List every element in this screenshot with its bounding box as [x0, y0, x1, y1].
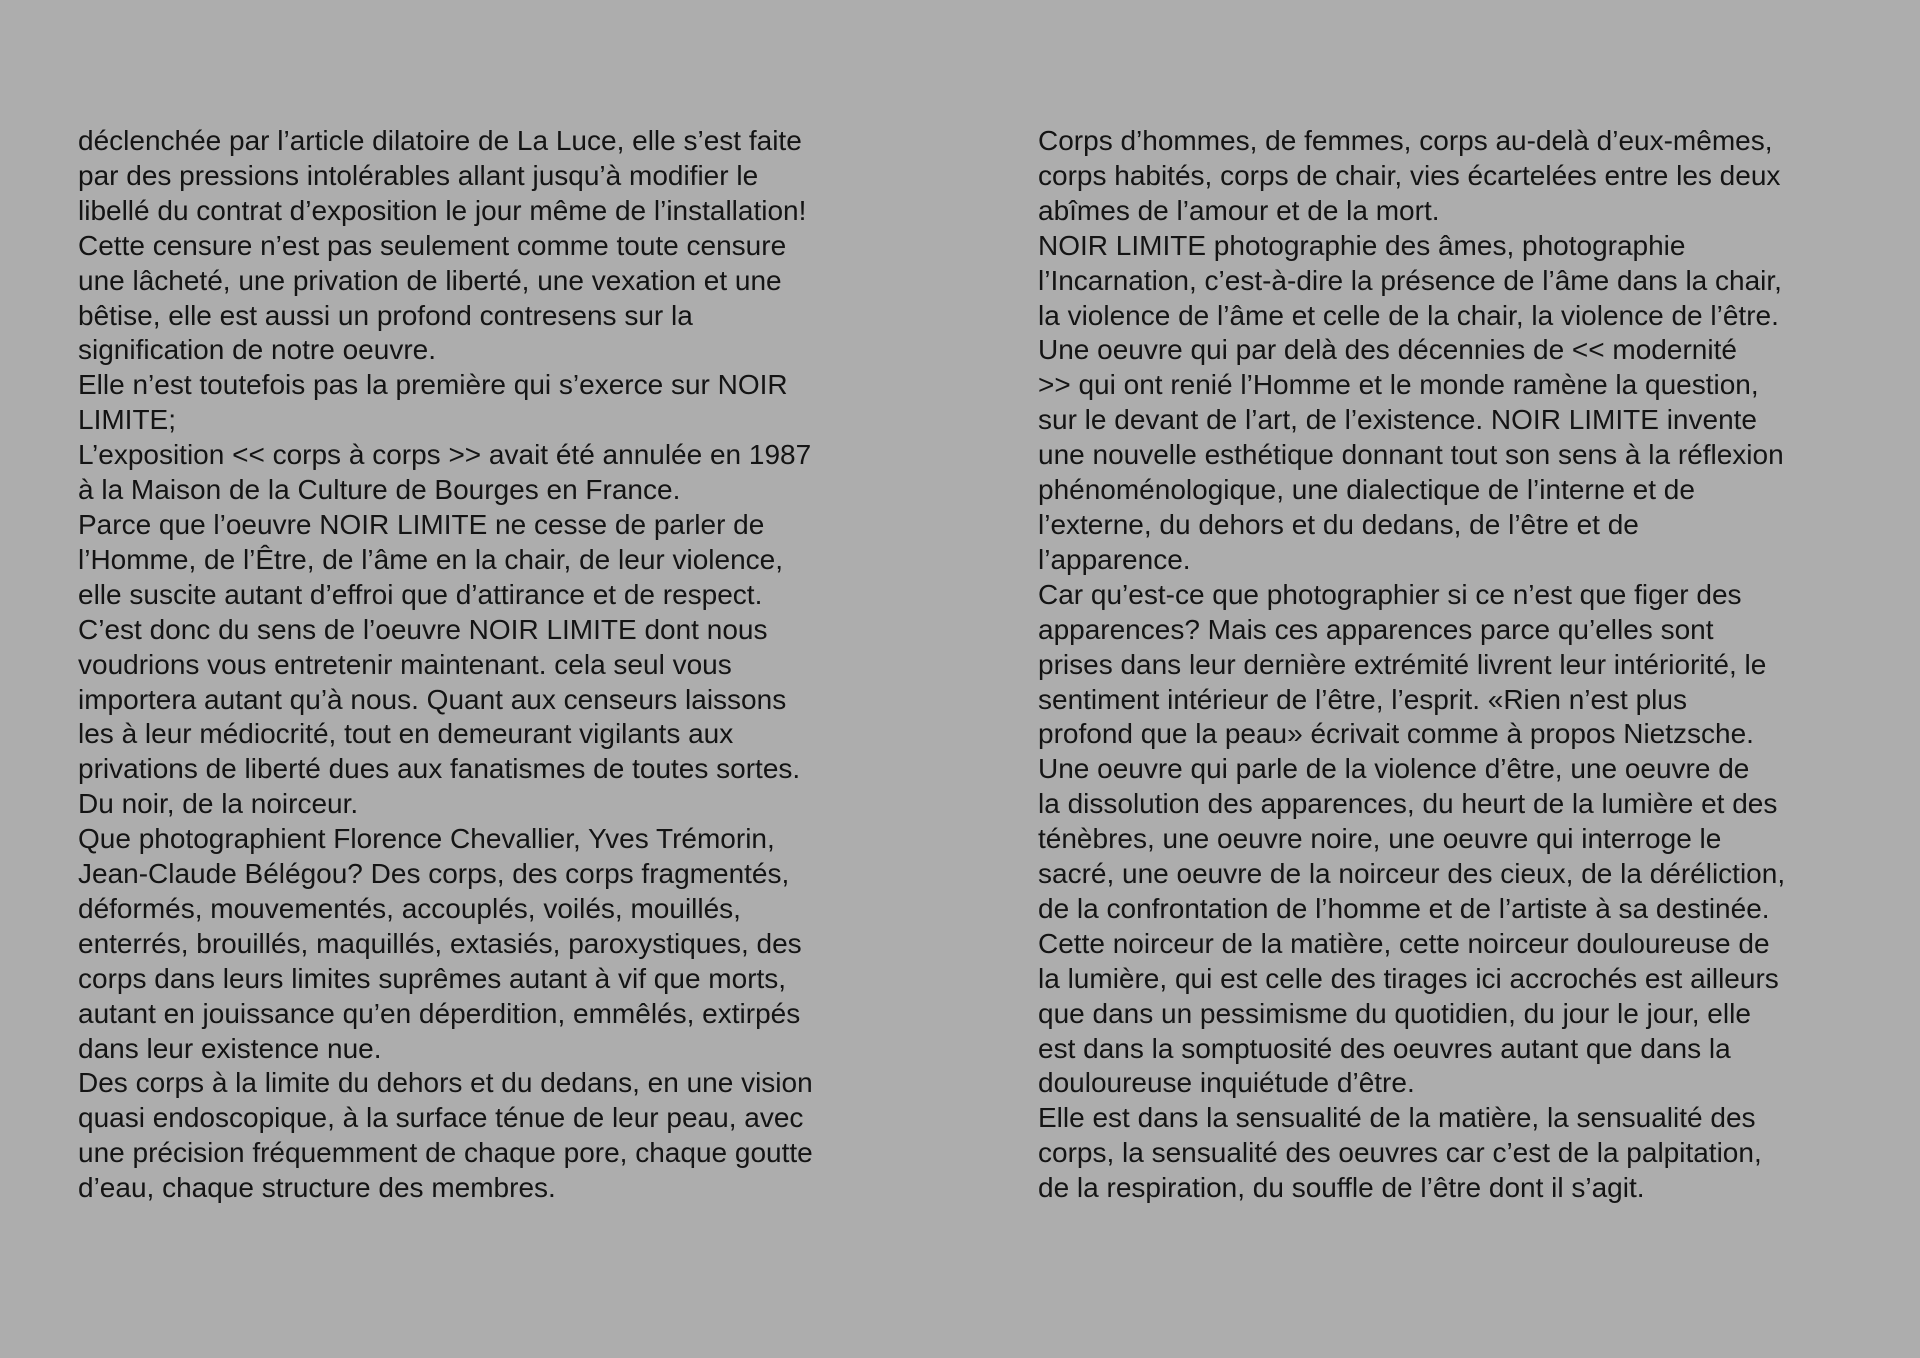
- right-column-text: Corps d’hommes, de femmes, corps au-delà d’eux-mêmes, corps habités, corps de chair, vies écartelées entre les deux abîmes de l’amour et de la mort. NOIR LIMITE photographie des âmes, photographie l’Incarnation, c’est-à-dire la présence de l’âme dans la chair, la violence de l’âme et celle de la chair, la violence de l’être. Une oeuvre qui par delà des décennies de << modernité >> qui ont renié l’Homme et le monde ramène la question, sur le devant de l’art, de l’existence. NOIR LIMITE invente une nouvelle esthétique donnant tout son sens à la réflexion phénoménologique, une dialectique de l’interne et de l’externe, du dehors et du dedans, de l’être et de l’apparence. Car qu’est-ce que photographier si ce n’est que figer des apparences? Mais ces apparences parce qu’elles sont prises dans leur dernière extrémité livrent leur intériorité, le sentiment intérieur de l’être, l’esprit. «Rien n’est plus profond que la peau» écrivait comme à propos Nietzsche. Une oeuvre qui parle de la violence d’être, une oeuvre de la dissolution des apparences, du heurt de la lumière et des ténèbres, une oeuvre noire, une oeuvre qui interroge le sacré, une oeuvre de la noirceur des cieux, de la déréliction, de la confrontation de l’homme et de l’artiste à sa destinée. Cette noirceur de la matière, cette noirceur douloureuse de la lumière, qui est celle des tirages ici accrochés est ailleurs que dans un pessimisme du quotidien, du jour le jour, elle est dans la somptuosité des oeuvres autant que dans la douloureuse inquiétude d’être. Elle est dans la sensualité de la matière, la sensualité des corps, la sensualité des oeuvres car c’est de la palpitation, de la respiration, du souffle de l’être dont il s’agit.: [1038, 125, 1786, 1204]
- left-column-text: déclenchée par l’article dilatoire de La Luce, elle s’est faite par des pressions intolérables allant jusqu’à modifier le libellé du contrat d’exposition le jour même de l’installation! Cette censure n’est pas seulement comme toute censure une lâcheté, une privation de liberté, une vexation et une bêtise, elle est aussi un profond contresens sur la signification de notre oeuvre. Elle n’est toutefois pas la première qui s’exerce sur NOIR LIMITE; L’exposition << corps à corps >> avait été annulée en 1987 à la Maison de la Culture de Bourges en France. Parce que l’oeuvre NOIR LIMITE ne cesse de parler de l’Homme, de l’Être, de l’âme en la chair, de leur violence, elle suscite autant d’effroi que d’attirance et de respect. C’est donc du sens de l’oeuvre NOIR LIMITE dont nous voudrions vous entretenir maintenant. cela seul vous importera autant qu’à nous. Quant aux censeurs laissons les à leur médiocrité, tout en demeurant vigilants aux privations de liberté dues aux fanatismes de toutes sortes. Du noir, de la noirceur. Que photographient Florence Chevallier, Yves Trémorin, Jean-Claude Bélégou? Des corps, des corps fragmentés, déformés, mouvementés, accouplés, voilés, mouillés, enterrés, brouillés, maquillés, extasiés, paroxystiques, des corps dans leurs limites suprêmes autant à vif que morts, autant en jouissance qu’en déperdition, emmêlés, extirpés dans leur existence nue. Des corps à la limite du dehors et du dedans, en une vision quasi endoscopique, à la surface ténue de leur peau, avec une précision fréquemment de chaque pore, chaque goutte d’eau, chaque structure des membres.: [78, 125, 813, 1204]
